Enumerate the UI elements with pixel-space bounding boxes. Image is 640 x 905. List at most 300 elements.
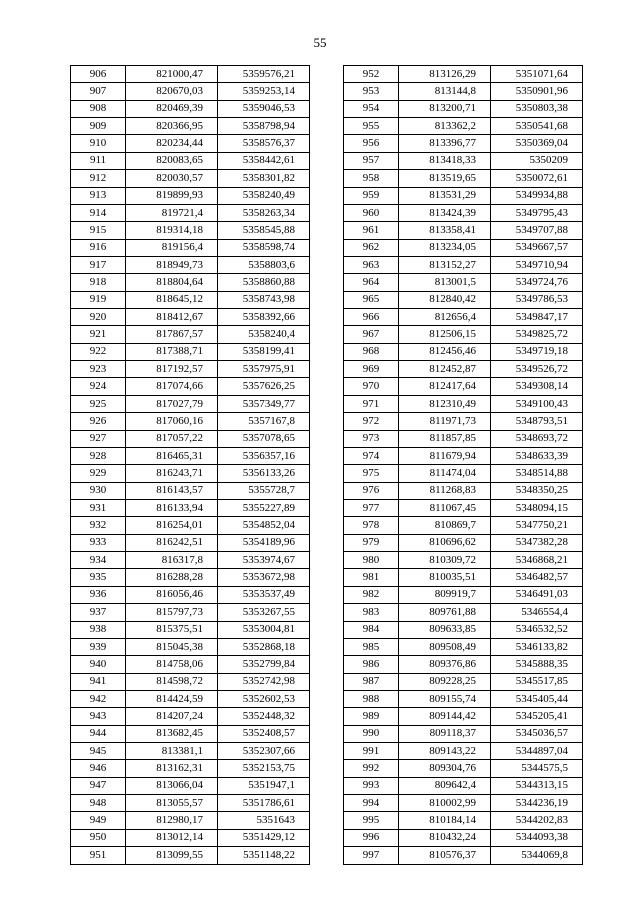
x-coordinate-cell: 812417,64	[399, 378, 491, 395]
point-number-cell: 976	[344, 482, 399, 499]
table-row	[344, 656, 583, 673]
y-coordinate-cell: 5347750,21	[491, 517, 583, 534]
y-coordinate-cell: 5344897,04	[491, 743, 583, 760]
table-row	[344, 760, 583, 777]
table-row	[344, 638, 583, 655]
coordinates-table-right	[343, 65, 583, 865]
y-coordinate-cell: 5350072,61	[491, 170, 583, 187]
y-coordinate-cell: 5349667,57	[491, 239, 583, 256]
table-row	[344, 795, 583, 812]
point-number-cell: 943	[71, 708, 126, 725]
x-coordinate-cell: 821000,47	[126, 66, 218, 83]
table-row	[71, 152, 310, 169]
table-row	[344, 343, 583, 360]
y-coordinate-cell: 5356357,16	[218, 447, 310, 464]
point-number-cell: 984	[344, 621, 399, 638]
table-row	[71, 135, 310, 152]
table-row	[344, 413, 583, 430]
table-row	[71, 100, 310, 117]
x-coordinate-cell: 810309,72	[399, 552, 491, 569]
point-number-cell: 996	[344, 829, 399, 846]
table-row	[344, 378, 583, 395]
x-coordinate-cell: 811067,45	[399, 499, 491, 516]
point-number-cell: 960	[344, 204, 399, 221]
x-coordinate-cell: 816254,01	[126, 517, 218, 534]
point-number-cell: 955	[344, 118, 399, 135]
x-coordinate-cell: 820030,57	[126, 170, 218, 187]
x-coordinate-cell: 816143,57	[126, 482, 218, 499]
y-coordinate-cell: 5349707,88	[491, 222, 583, 239]
table-row	[344, 708, 583, 725]
table-row	[344, 812, 583, 829]
y-coordinate-cell: 5344313,15	[491, 777, 583, 794]
table-row	[71, 673, 310, 690]
y-coordinate-cell: 5359253,14	[218, 83, 310, 100]
y-coordinate-cell: 5358240,4	[218, 326, 310, 343]
table-row	[344, 621, 583, 638]
table-row	[344, 66, 583, 83]
point-number-cell: 963	[344, 256, 399, 273]
table-row	[71, 621, 310, 638]
y-coordinate-cell: 5358598,74	[218, 239, 310, 256]
x-coordinate-cell: 820670,03	[126, 83, 218, 100]
x-coordinate-cell: 810869,7	[399, 517, 491, 534]
table-row	[344, 187, 583, 204]
y-coordinate-cell: 5351643	[218, 812, 310, 829]
x-coordinate-cell: 810576,37	[399, 847, 491, 864]
x-coordinate-cell: 813396,77	[399, 135, 491, 152]
x-coordinate-cell: 811857,85	[399, 430, 491, 447]
x-coordinate-cell: 813519,65	[399, 170, 491, 187]
table-row	[71, 256, 310, 273]
table-row	[71, 239, 310, 256]
y-coordinate-cell: 5344236,19	[491, 795, 583, 812]
x-coordinate-cell: 809118,37	[399, 725, 491, 742]
y-coordinate-cell: 5353267,55	[218, 604, 310, 621]
table-row	[71, 638, 310, 655]
y-coordinate-cell: 5358442,61	[218, 152, 310, 169]
y-coordinate-cell: 5349934,88	[491, 187, 583, 204]
y-coordinate-cell: 5352868,18	[218, 638, 310, 655]
x-coordinate-cell: 819721,4	[126, 204, 218, 221]
point-number-cell: 920	[71, 309, 126, 326]
y-coordinate-cell: 5352448,32	[218, 708, 310, 725]
table-row	[344, 847, 583, 864]
x-coordinate-cell: 816243,71	[126, 465, 218, 482]
table-row	[71, 66, 310, 83]
table-row	[71, 222, 310, 239]
x-coordinate-cell: 819314,18	[126, 222, 218, 239]
table-row	[71, 343, 310, 360]
y-coordinate-cell: 5352799,84	[218, 656, 310, 673]
y-coordinate-cell: 5348693,72	[491, 430, 583, 447]
x-coordinate-cell: 809376,86	[399, 656, 491, 673]
y-coordinate-cell: 5346868,21	[491, 552, 583, 569]
table-row	[344, 83, 583, 100]
x-coordinate-cell: 813418,33	[399, 152, 491, 169]
point-number-cell: 917	[71, 256, 126, 273]
table-row	[344, 777, 583, 794]
table-row	[71, 604, 310, 621]
x-coordinate-cell: 812980,17	[126, 812, 218, 829]
y-coordinate-cell: 5357167,8	[218, 413, 310, 430]
x-coordinate-cell: 810035,51	[399, 569, 491, 586]
y-coordinate-cell: 5351786,61	[218, 795, 310, 812]
point-number-cell: 924	[71, 378, 126, 395]
x-coordinate-cell: 814207,24	[126, 708, 218, 725]
point-number-cell: 961	[344, 222, 399, 239]
y-coordinate-cell: 5352602,53	[218, 690, 310, 707]
x-coordinate-cell: 813144,8	[399, 83, 491, 100]
x-coordinate-cell: 815375,51	[126, 621, 218, 638]
coordinates-table-left	[70, 65, 310, 865]
x-coordinate-cell: 809642,4	[399, 777, 491, 794]
table-row	[71, 829, 310, 846]
x-coordinate-cell: 809761,88	[399, 604, 491, 621]
point-number-cell: 983	[344, 604, 399, 621]
point-number-cell: 980	[344, 552, 399, 569]
x-coordinate-cell: 818645,12	[126, 291, 218, 308]
point-number-cell: 994	[344, 795, 399, 812]
point-number-cell: 982	[344, 586, 399, 603]
table-row	[344, 465, 583, 482]
table-row	[71, 517, 310, 534]
x-coordinate-cell: 819156,4	[126, 239, 218, 256]
point-number-cell: 930	[71, 482, 126, 499]
table-row	[71, 187, 310, 204]
x-coordinate-cell: 813234,05	[399, 239, 491, 256]
x-coordinate-cell: 813001,5	[399, 274, 491, 291]
y-coordinate-cell: 5357349,77	[218, 395, 310, 412]
point-number-cell: 967	[344, 326, 399, 343]
table-row	[344, 152, 583, 169]
y-coordinate-cell: 5351148,22	[218, 847, 310, 864]
x-coordinate-cell: 810184,14	[399, 812, 491, 829]
x-coordinate-cell: 815045,38	[126, 638, 218, 655]
point-number-cell: 933	[71, 534, 126, 551]
y-coordinate-cell: 5353004,81	[218, 621, 310, 638]
x-coordinate-cell: 809919,7	[399, 586, 491, 603]
y-coordinate-cell: 5358545,88	[218, 222, 310, 239]
table-row	[344, 552, 583, 569]
table-row	[71, 361, 310, 378]
x-coordinate-cell: 811474,04	[399, 465, 491, 482]
point-number-cell: 981	[344, 569, 399, 586]
point-number-cell: 952	[344, 66, 399, 83]
x-coordinate-cell: 813099,55	[126, 847, 218, 864]
point-number-cell: 951	[71, 847, 126, 864]
x-coordinate-cell: 818949,73	[126, 256, 218, 273]
x-coordinate-cell: 820469,39	[126, 100, 218, 117]
point-number-cell: 964	[344, 274, 399, 291]
point-number-cell: 965	[344, 291, 399, 308]
x-coordinate-cell: 816317,8	[126, 552, 218, 569]
x-coordinate-cell: 813682,45	[126, 725, 218, 742]
table-row	[344, 604, 583, 621]
table-row	[71, 204, 310, 221]
y-coordinate-cell: 5358743,98	[218, 291, 310, 308]
table-row	[344, 586, 583, 603]
table-row	[71, 708, 310, 725]
table-row	[71, 430, 310, 447]
x-coordinate-cell: 809633,85	[399, 621, 491, 638]
y-coordinate-cell: 5357078,65	[218, 430, 310, 447]
point-number-cell: 978	[344, 517, 399, 534]
table-row	[71, 413, 310, 430]
point-number-cell: 991	[344, 743, 399, 760]
table-row	[344, 534, 583, 551]
y-coordinate-cell: 5350803,38	[491, 100, 583, 117]
table-row	[71, 795, 310, 812]
point-number-cell: 934	[71, 552, 126, 569]
table-row	[344, 725, 583, 742]
y-coordinate-cell: 5349308,14	[491, 378, 583, 395]
y-coordinate-cell: 5349719,18	[491, 343, 583, 360]
y-coordinate-cell: 5355227,89	[218, 499, 310, 516]
y-coordinate-cell: 5348633,39	[491, 447, 583, 464]
point-number-cell: 966	[344, 309, 399, 326]
x-coordinate-cell: 812506,15	[399, 326, 491, 343]
point-number-cell: 936	[71, 586, 126, 603]
table-row	[71, 760, 310, 777]
y-coordinate-cell: 5349724,76	[491, 274, 583, 291]
x-coordinate-cell: 813531,29	[399, 187, 491, 204]
point-number-cell: 914	[71, 204, 126, 221]
point-number-cell: 906	[71, 66, 126, 83]
x-coordinate-cell: 817027,79	[126, 395, 218, 412]
y-coordinate-cell: 5355728,7	[218, 482, 310, 499]
x-coordinate-cell: 810696,62	[399, 534, 491, 551]
point-number-cell: 986	[344, 656, 399, 673]
x-coordinate-cell: 811679,94	[399, 447, 491, 464]
point-number-cell: 962	[344, 239, 399, 256]
page-number: 55	[313, 35, 327, 50]
point-number-cell: 927	[71, 430, 126, 447]
point-number-cell: 925	[71, 395, 126, 412]
point-number-cell: 971	[344, 395, 399, 412]
y-coordinate-cell: 5344202,83	[491, 812, 583, 829]
point-number-cell: 947	[71, 777, 126, 794]
table-row	[71, 777, 310, 794]
x-coordinate-cell: 820366,95	[126, 118, 218, 135]
x-coordinate-cell: 813066,04	[126, 777, 218, 794]
point-number-cell: 932	[71, 517, 126, 534]
y-coordinate-cell: 5345205,41	[491, 708, 583, 725]
point-number-cell: 929	[71, 465, 126, 482]
point-number-cell: 942	[71, 690, 126, 707]
x-coordinate-cell: 816242,51	[126, 534, 218, 551]
y-coordinate-cell: 5352408,57	[218, 725, 310, 742]
table-row	[71, 725, 310, 742]
point-number-cell: 949	[71, 812, 126, 829]
y-coordinate-cell: 5349825,72	[491, 326, 583, 343]
table-row	[71, 170, 310, 187]
table-row	[344, 829, 583, 846]
x-coordinate-cell: 813012,14	[126, 829, 218, 846]
table-row	[344, 482, 583, 499]
table-row	[344, 326, 583, 343]
y-coordinate-cell: 5353537,49	[218, 586, 310, 603]
x-coordinate-cell: 812452,87	[399, 361, 491, 378]
point-number-cell: 948	[71, 795, 126, 812]
table-row	[71, 534, 310, 551]
point-number-cell: 916	[71, 239, 126, 256]
table-row	[344, 204, 583, 221]
x-coordinate-cell: 812656,4	[399, 309, 491, 326]
table-row	[344, 395, 583, 412]
point-number-cell: 909	[71, 118, 126, 135]
point-number-cell: 939	[71, 638, 126, 655]
point-number-cell: 974	[344, 447, 399, 464]
x-coordinate-cell: 813055,57	[126, 795, 218, 812]
point-number-cell: 907	[71, 83, 126, 100]
x-coordinate-cell: 816465,31	[126, 447, 218, 464]
point-number-cell: 950	[71, 829, 126, 846]
y-coordinate-cell: 5357626,25	[218, 378, 310, 395]
table-row	[71, 378, 310, 395]
table-row	[71, 482, 310, 499]
table-row	[344, 170, 583, 187]
point-number-cell: 973	[344, 430, 399, 447]
point-number-cell: 912	[71, 170, 126, 187]
y-coordinate-cell: 5358199,41	[218, 343, 310, 360]
point-number-cell: 985	[344, 638, 399, 655]
table-row	[344, 256, 583, 273]
table-row	[71, 690, 310, 707]
point-number-cell: 977	[344, 499, 399, 516]
table-row	[71, 499, 310, 516]
point-number-cell: 940	[71, 656, 126, 673]
point-number-cell: 992	[344, 760, 399, 777]
point-number-cell: 989	[344, 708, 399, 725]
y-coordinate-cell: 5345517,85	[491, 673, 583, 690]
table-row	[344, 430, 583, 447]
x-coordinate-cell: 811268,83	[399, 482, 491, 499]
x-coordinate-cell: 812840,42	[399, 291, 491, 308]
point-number-cell: 990	[344, 725, 399, 742]
y-coordinate-cell: 5349526,72	[491, 361, 583, 378]
y-coordinate-cell: 5354852,04	[218, 517, 310, 534]
point-number-cell: 941	[71, 673, 126, 690]
x-coordinate-cell: 816288,28	[126, 569, 218, 586]
point-number-cell: 954	[344, 100, 399, 117]
table-row	[344, 690, 583, 707]
y-coordinate-cell: 5352307,66	[218, 743, 310, 760]
point-number-cell: 969	[344, 361, 399, 378]
point-number-cell: 968	[344, 343, 399, 360]
table-row	[344, 100, 583, 117]
y-coordinate-cell: 5351947,1	[218, 777, 310, 794]
point-number-cell: 921	[71, 326, 126, 343]
table-row	[71, 274, 310, 291]
point-number-cell: 911	[71, 152, 126, 169]
y-coordinate-cell: 5346491,03	[491, 586, 583, 603]
table-row	[71, 326, 310, 343]
table-row	[344, 569, 583, 586]
point-number-cell: 946	[71, 760, 126, 777]
table-row	[71, 569, 310, 586]
y-coordinate-cell: 5346532,52	[491, 621, 583, 638]
y-coordinate-cell: 5358240,49	[218, 187, 310, 204]
point-number-cell: 931	[71, 499, 126, 516]
y-coordinate-cell: 5350901,96	[491, 83, 583, 100]
point-number-cell: 995	[344, 812, 399, 829]
x-coordinate-cell: 815797,73	[126, 604, 218, 621]
y-coordinate-cell: 5345036,57	[491, 725, 583, 742]
y-coordinate-cell: 5346554,4	[491, 604, 583, 621]
y-coordinate-cell: 5358301,82	[218, 170, 310, 187]
x-coordinate-cell: 809228,25	[399, 673, 491, 690]
y-coordinate-cell: 5352153,75	[218, 760, 310, 777]
point-number-cell: 944	[71, 725, 126, 742]
point-number-cell: 988	[344, 690, 399, 707]
table-row	[344, 222, 583, 239]
point-number-cell: 915	[71, 222, 126, 239]
point-number-cell: 957	[344, 152, 399, 169]
x-coordinate-cell: 817074,66	[126, 378, 218, 395]
table-row	[71, 656, 310, 673]
y-coordinate-cell: 5344069,8	[491, 847, 583, 864]
x-coordinate-cell: 813362,2	[399, 118, 491, 135]
x-coordinate-cell: 811971,73	[399, 413, 491, 430]
point-number-cell: 928	[71, 447, 126, 464]
x-coordinate-cell: 813152,27	[399, 256, 491, 273]
x-coordinate-cell: 814598,72	[126, 673, 218, 690]
table-row	[344, 239, 583, 256]
x-coordinate-cell: 818412,67	[126, 309, 218, 326]
y-coordinate-cell: 5345405,44	[491, 690, 583, 707]
y-coordinate-cell: 5358392,66	[218, 309, 310, 326]
x-coordinate-cell: 817192,57	[126, 361, 218, 378]
table-row	[71, 847, 310, 864]
x-coordinate-cell: 813358,41	[399, 222, 491, 239]
x-coordinate-cell: 814424,59	[126, 690, 218, 707]
point-number-cell: 970	[344, 378, 399, 395]
point-number-cell: 919	[71, 291, 126, 308]
y-coordinate-cell: 5346133,82	[491, 638, 583, 655]
table-row	[71, 83, 310, 100]
table-row	[344, 447, 583, 464]
table-row	[71, 118, 310, 135]
x-coordinate-cell: 816133,94	[126, 499, 218, 516]
point-number-cell: 922	[71, 343, 126, 360]
point-number-cell: 935	[71, 569, 126, 586]
y-coordinate-cell: 5358263,34	[218, 204, 310, 221]
y-coordinate-cell: 5349786,53	[491, 291, 583, 308]
y-coordinate-cell: 5353974,67	[218, 552, 310, 569]
table-row	[344, 361, 583, 378]
y-coordinate-cell: 5346482,57	[491, 569, 583, 586]
y-coordinate-cell: 5347382,28	[491, 534, 583, 551]
y-coordinate-cell: 5350209	[491, 152, 583, 169]
table-row	[344, 499, 583, 516]
point-number-cell: 972	[344, 413, 399, 430]
point-number-cell: 945	[71, 743, 126, 760]
table-row	[71, 812, 310, 829]
y-coordinate-cell: 5345888,35	[491, 656, 583, 673]
table-row	[344, 673, 583, 690]
x-coordinate-cell: 809508,49	[399, 638, 491, 655]
x-coordinate-cell: 809304,76	[399, 760, 491, 777]
table-row	[71, 309, 310, 326]
x-coordinate-cell: 813126,29	[399, 66, 491, 83]
table-row	[71, 465, 310, 482]
point-number-cell: 908	[71, 100, 126, 117]
x-coordinate-cell: 809144,42	[399, 708, 491, 725]
x-coordinate-cell: 809143,22	[399, 743, 491, 760]
table-row	[344, 309, 583, 326]
point-number-cell: 987	[344, 673, 399, 690]
